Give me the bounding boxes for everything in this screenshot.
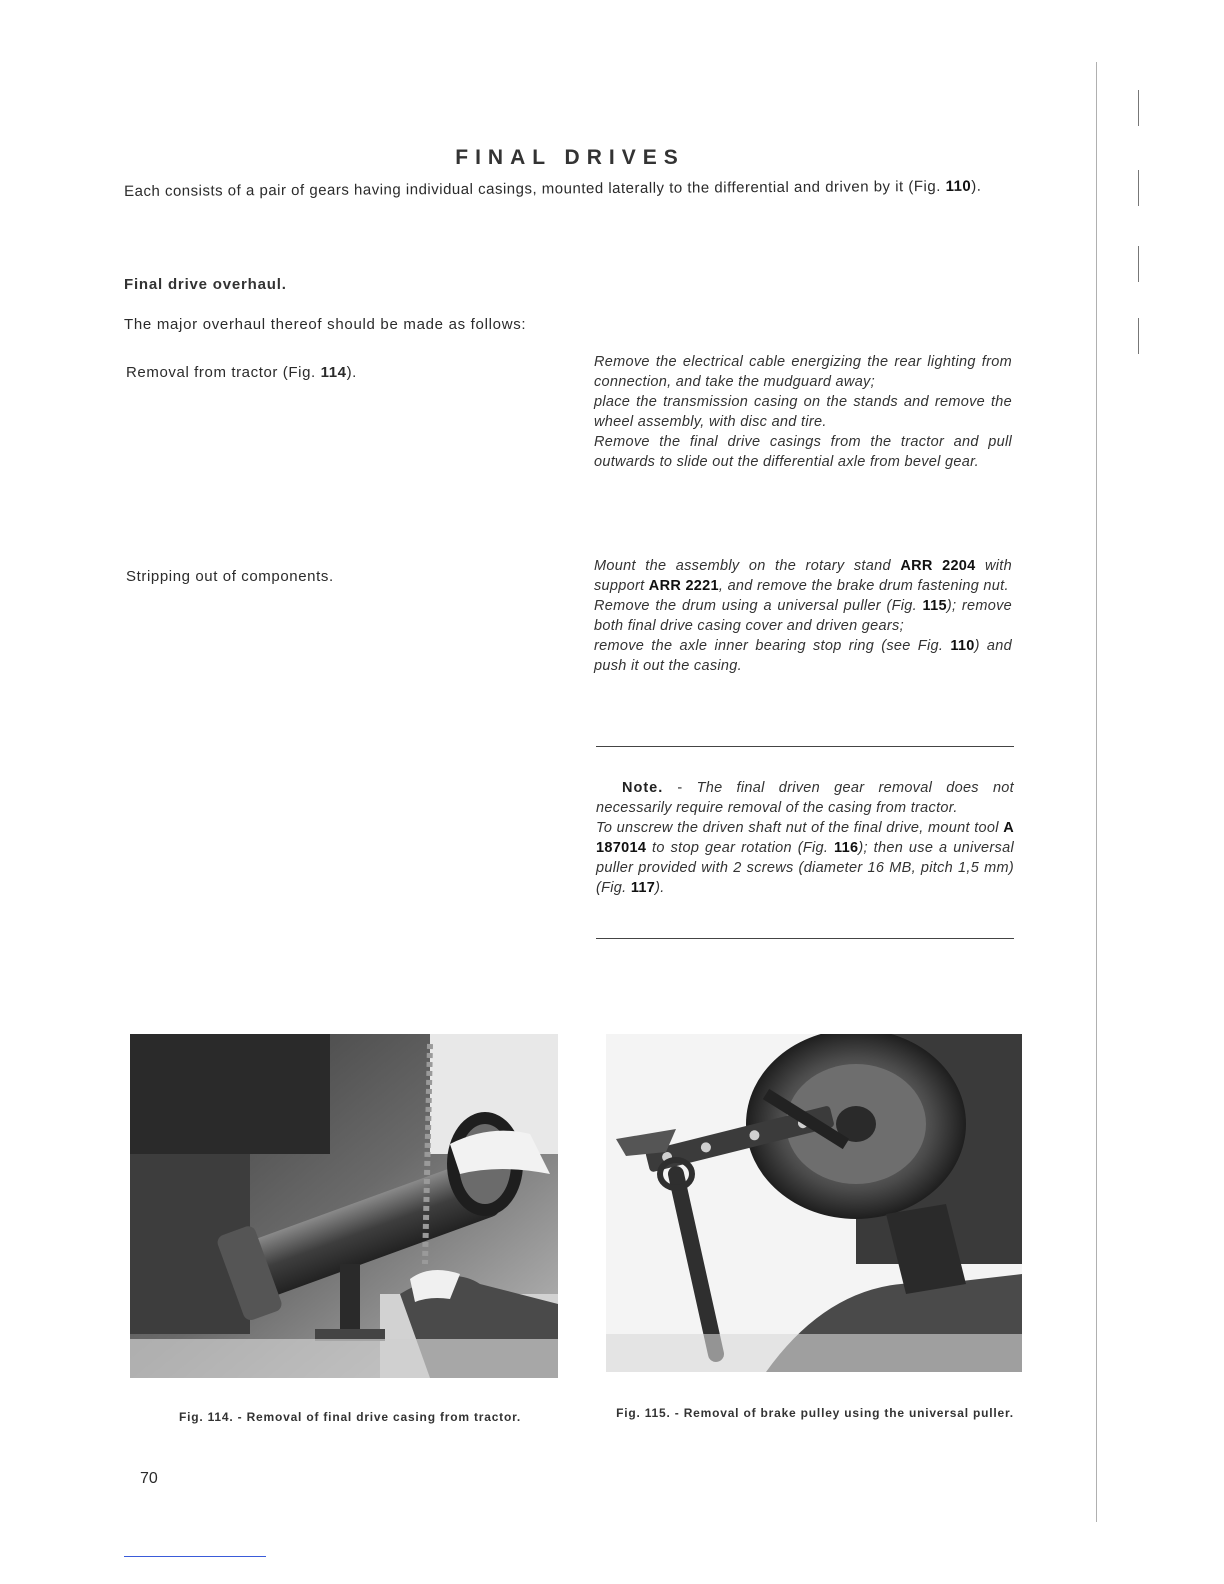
scan-mark (1138, 246, 1139, 282)
removal-label-fig: 114 (320, 364, 347, 381)
note-bottom-rule (596, 938, 1014, 939)
stripping-step-1 (594, 556, 1012, 596)
intro-text: Each consists of a pair of gears having individual casings, mounted laterally to the differential and driven by it (Fig. (124, 177, 946, 200)
removal-step-2: place the transmission casing on the stands and remove the wheel assembly, with disc and tire. (594, 394, 1012, 430)
removal-step-1: Remove the electrical cable energizing the rear lighting from connection, and take the mudguard away; (594, 354, 1012, 390)
photo-brake-pulley-puller-icon (606, 1034, 1022, 1372)
note-para-2-text-3: ); then use a universal puller provided with 2 screws (diameter 16 MB, pitch 1,5 mm) (Fig. (596, 840, 1014, 896)
removal-label (126, 364, 357, 381)
stripping-instructions (594, 556, 1012, 676)
scan-mark (1138, 170, 1139, 206)
footer-underline (124, 1556, 266, 1557)
tool-code-arr-2221: ARR 2221 (648, 578, 719, 594)
note-top-rule (596, 746, 1014, 747)
stripping-step-2 (594, 596, 1012, 636)
stripping-step-2-text: Remove the drum using a universal puller (Fig. (594, 598, 923, 614)
intro-paragraph (124, 175, 1014, 203)
page-title: FINAL DRIVES (455, 146, 685, 170)
stripping-step-2-text-2: ); remove both final drive casing cover and driven gears; (594, 598, 1013, 634)
note-box (596, 778, 1014, 898)
stripping-step-2-fig: 115 (922, 598, 947, 614)
note-para-2-text-2: to stop gear rotation (Fig. (646, 840, 835, 856)
intro-fig-ref: 110 (945, 177, 972, 195)
removal-instructions (594, 352, 1012, 472)
removal-step-3: Remove the final drive casings from the tractor and pull outwards to slide out the differential axle from bevel gear. (594, 434, 1012, 470)
removal-label-text: Removal from tractor (Fig. (126, 364, 321, 381)
scan-mark (1138, 90, 1139, 126)
stripping-step-1-text-2: with support (594, 558, 1012, 594)
removal-label-end: ). (346, 364, 357, 381)
stripping-label: Stripping out of components. (126, 568, 334, 585)
note-fig-116: 116 (834, 840, 859, 856)
scan-mark (1138, 318, 1139, 354)
section-subheading: Final drive overhaul. (124, 276, 287, 293)
note-para-2-text-4: ). (655, 880, 665, 896)
lead-sentence: The major overhaul thereof should be made as follows: (124, 316, 527, 333)
tool-code-a-187014: A 187014 (596, 820, 1014, 856)
stripping-step-3 (594, 636, 1012, 676)
note-para-1-text: The final driven gear removal does not necessarily require removal of the casing from tractor. (596, 780, 1015, 816)
photo-final-drive-casing-removal-icon (130, 1034, 558, 1378)
stripping-step-1-text-3: , and remove the brake drum fastening nut. (718, 578, 1009, 594)
intro-text-end: ). (971, 177, 982, 195)
page-binding-edge (1096, 62, 1097, 1522)
note-para-2-text: To unscrew the driven shaft nut of the final drive, mount tool (596, 820, 1004, 836)
stripping-step-3-text: remove the axle inner bearing stop ring (see Fig. (594, 638, 951, 654)
note-para-2 (596, 818, 1014, 898)
note-label: Note. (622, 780, 664, 796)
page-number: 70 (140, 1470, 158, 1487)
note-fig-117: 117 (630, 880, 656, 896)
stripping-step-3-fig: 110 (950, 638, 975, 654)
figure-115-caption: Fig. 115. - Removal of brake pulley using the universal puller. (616, 1406, 1014, 1420)
figure-114-caption: Fig. 114. - Removal of final drive casing from tractor. (178, 1410, 522, 1424)
stripping-step-1-text: Mount the assembly on the rotary stand (594, 558, 901, 574)
note-para-1 (596, 778, 1014, 818)
note-dash: - (663, 780, 697, 796)
tool-code-arr-2204: ARR 2204 (900, 558, 976, 574)
stripping-step-3-text-2: ) and push it out the casing. (594, 638, 1012, 674)
